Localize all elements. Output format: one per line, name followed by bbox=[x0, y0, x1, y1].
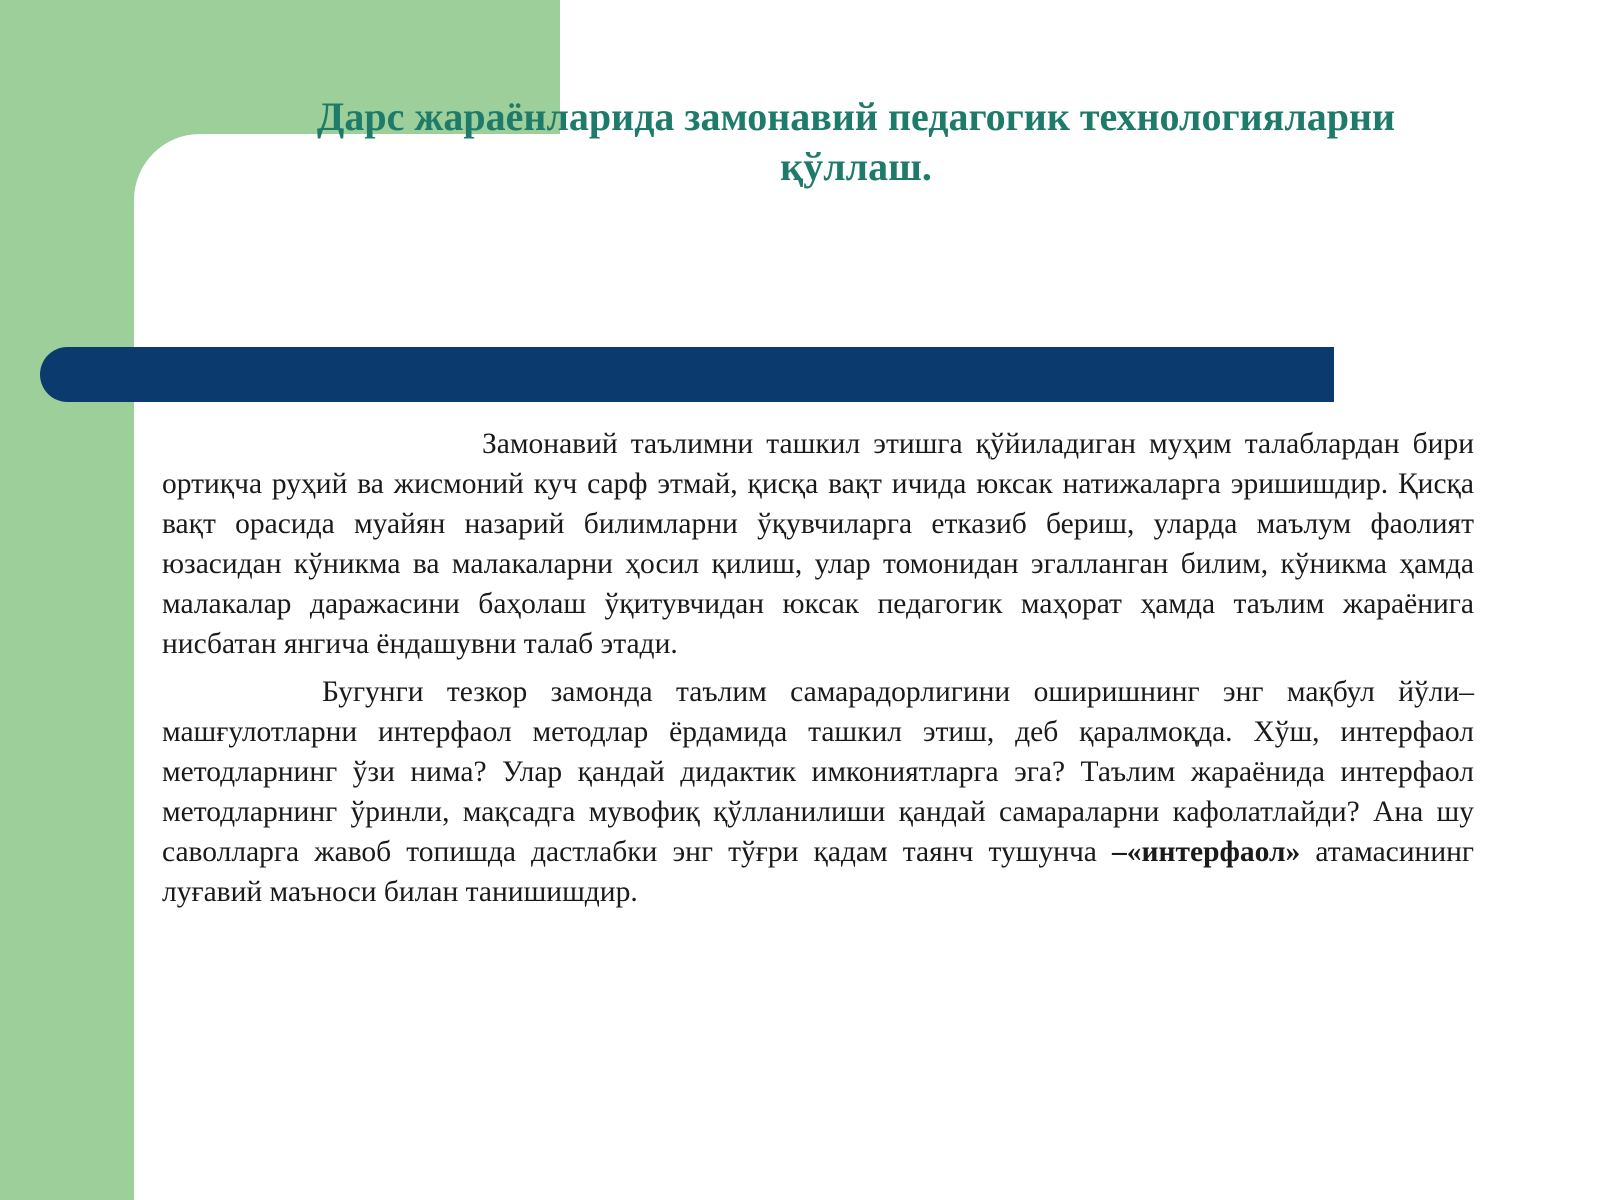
slide-title-line-2: қўллаш. bbox=[780, 144, 932, 189]
paragraph-2-bold-term: –«интерфаол» bbox=[1112, 836, 1301, 868]
accent-bar bbox=[40, 347, 1334, 402]
paragraph-2-tail: атамасининг луғавий маъноси билан танишишдир. bbox=[162, 836, 1474, 908]
slide-title-line-1: Дарс жараёнларида замонавий педагогик технологияларни bbox=[316, 94, 1396, 139]
body-text bbox=[162, 424, 1474, 920]
slide-title bbox=[160, 92, 1552, 192]
paragraph-2 bbox=[162, 672, 1474, 912]
paragraph-1: Замонавий таълимни ташкил этишга қўйиладиган муҳим талаблардан бири ортиқча руҳий ва жисмоний куч сарф этмай, қисқа вақт ичида юксак натижаларга эришишдир. Қисқа вақт орасида муайян назарий билимларни ўқувчиларга етказиб бериш, уларда маълум фаолият юзасидан кўникма ва малакаларни ҳосил қилиш, улар томонидан эгалланган билим, кўникма ҳамда малакалар даражасини баҳолаш ўқитувчидан юксак педагогик маҳорат ҳамда таълим жараёнига нисбатан янгича ёндашувни талаб этади. bbox=[162, 428, 1474, 660]
paragraph-2-text: Бугунги тезкор замонда таълим самарадорлигини оширишнинг энг мақбул йўли–машғулотларни интерфаол методлар ёрдамида ташкил этиш, деб қаралмоқда. Хўш, интерфаол методларнинг ўзи нима? Улар қандай дидактик имкониятларга эга? Таълим жараёнида интерфаол методларнинг ўринли, мақсадга мувофиқ қўлланилиши қандай самараларни кафолатлайди? Ана шу саволларга жавоб топишда дастлабки энг тўғри қадам таянч тушунча bbox=[162, 676, 1474, 868]
